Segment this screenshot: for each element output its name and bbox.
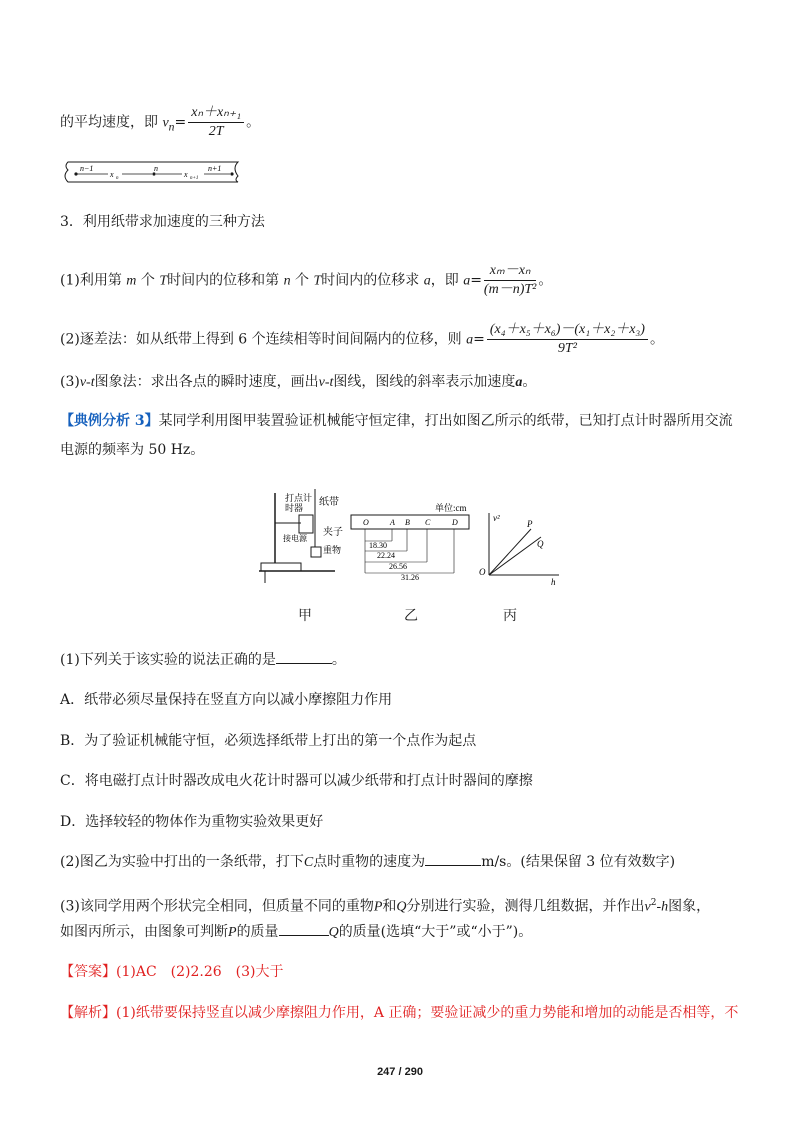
v2-h-graph bbox=[479, 513, 559, 585]
label-xn1-sub: n+1 bbox=[190, 176, 199, 181]
timer bbox=[299, 515, 313, 533]
text: 图象法：求出各点的瞬时速度，画出 bbox=[94, 374, 319, 390]
label-weight: 重物 bbox=[323, 545, 342, 555]
var-h: -h bbox=[656, 899, 669, 915]
dist-OB: 22.24 bbox=[377, 551, 395, 560]
page-number: 247 / 290 bbox=[377, 1066, 423, 1078]
question-3-line-1 bbox=[60, 893, 710, 918]
superscript: 2 bbox=[650, 898, 657, 908]
answer-blank bbox=[279, 935, 329, 936]
question-1 bbox=[60, 650, 346, 670]
text: 时间内的位移求 bbox=[321, 272, 420, 289]
caption-bing: 丙 bbox=[503, 608, 517, 624]
option-b: B．为了验证机械能守恒，必须选择纸带上打出的第一个点作为起点 bbox=[60, 733, 477, 749]
y-axis-label: v² bbox=[493, 513, 500, 523]
label-xn: x bbox=[110, 170, 114, 179]
var-C: C bbox=[303, 855, 314, 870]
answer-tag: 【答案】 bbox=[60, 964, 116, 980]
option-d: D．选择较轻的物体作为重物实验效果更好 bbox=[60, 814, 324, 830]
text: 个 bbox=[295, 272, 310, 289]
label-n+1: n+1 bbox=[208, 164, 222, 173]
answer-line bbox=[60, 962, 284, 982]
var-T: T bbox=[159, 273, 168, 289]
fraction bbox=[484, 262, 536, 299]
label-tape: 纸带 bbox=[319, 497, 339, 508]
method-2 bbox=[60, 321, 664, 358]
text: (2)图乙为实验中打出的一条纸带，打下 bbox=[60, 854, 304, 870]
text: 图象， bbox=[668, 898, 711, 915]
numerator: xₙ＋xₙ₊₁ bbox=[188, 104, 244, 123]
point-O: O bbox=[363, 518, 369, 527]
caption-yi: 乙 bbox=[404, 608, 418, 624]
text: 如图丙所示，由图象可判断 bbox=[60, 924, 228, 940]
tape-chart bbox=[351, 502, 469, 582]
option-a: A．纸带必须尽量保持在竖直方向以减小摩擦阻力作用 bbox=[60, 692, 393, 708]
weight bbox=[311, 547, 321, 557]
example-line-2: 电源的频率为 50 Hz。 bbox=[60, 442, 205, 458]
period: 。 bbox=[246, 114, 261, 131]
period: 。 bbox=[538, 272, 553, 289]
text: 和 bbox=[382, 898, 397, 915]
example-line-1 bbox=[60, 411, 733, 431]
period: 。 bbox=[649, 331, 664, 348]
answer-blank bbox=[276, 663, 332, 664]
section-heading: 3．利用纸带求加速度的三种方法 bbox=[60, 214, 265, 230]
point-A: A bbox=[390, 518, 395, 527]
sub-n: n bbox=[168, 120, 175, 134]
avg-velocity-line bbox=[60, 104, 260, 141]
dist-OC: 26.56 bbox=[389, 562, 407, 571]
var-vt: v-t bbox=[79, 375, 95, 390]
label-power: 接电源 bbox=[283, 534, 307, 543]
fraction bbox=[188, 104, 244, 141]
question-3-line-2 bbox=[60, 922, 532, 943]
answer-text: (1)AC (2)2.26 (3)大于 bbox=[116, 964, 284, 980]
label-n-1: n−1 bbox=[80, 164, 94, 173]
label-Q: Q bbox=[537, 539, 544, 549]
var-a: a bbox=[515, 375, 523, 390]
dist-OD: 31.26 bbox=[401, 573, 419, 582]
label-timer-1: 打点计 bbox=[285, 493, 313, 503]
text: 的质量 bbox=[236, 924, 279, 940]
text: (1)利用第 bbox=[60, 272, 122, 289]
tape-diagram bbox=[62, 158, 242, 186]
var-Q: Q bbox=[328, 925, 339, 940]
x-axis-label: h bbox=[551, 577, 556, 585]
var-v: v bbox=[644, 899, 651, 915]
text: 时间内的位移和第 bbox=[167, 272, 280, 289]
experiment-figure bbox=[255, 485, 565, 585]
var-Q: Q bbox=[396, 899, 407, 915]
line-P bbox=[489, 529, 531, 575]
question-2 bbox=[60, 852, 675, 873]
point-C: C bbox=[425, 518, 431, 527]
var-a: a bbox=[463, 273, 471, 289]
denominator: 9T² bbox=[557, 341, 577, 356]
label-timer-2: 时器 bbox=[285, 503, 304, 513]
option-c: C．将电磁打点计时器改成电火花计时器可以减少纸带和打点计时器间的摩擦 bbox=[60, 773, 533, 789]
unit-label: 单位:cm bbox=[435, 503, 467, 513]
text: 分别进行实验，测得几组数据，并作出 bbox=[406, 898, 645, 915]
var-vt: v-t bbox=[318, 375, 334, 390]
var-a: a bbox=[466, 332, 474, 348]
method-3 bbox=[60, 372, 536, 393]
label-P: P bbox=[527, 519, 533, 529]
equals: = bbox=[473, 331, 485, 348]
denominator: (m－n)T² bbox=[483, 282, 537, 297]
point-D: D bbox=[452, 518, 458, 527]
method-1 bbox=[60, 262, 552, 299]
text: ，即 bbox=[430, 272, 459, 289]
var-m: m bbox=[126, 273, 137, 289]
var-P: P bbox=[228, 925, 237, 940]
analysis-line bbox=[60, 1003, 738, 1023]
numerator: (x₄＋x₅＋x₆)－(x₁＋x₂＋x₃) bbox=[487, 321, 648, 340]
text: 图线，图线的斜率表示加速度 bbox=[333, 374, 516, 390]
base bbox=[261, 563, 301, 571]
text: (3)该同学用两个形状完全相同，但质量不同的重物 bbox=[60, 898, 374, 915]
answer-blank bbox=[425, 865, 481, 866]
text: 个 bbox=[140, 272, 155, 289]
text: (1)下列关于该实验的说法正确的是 bbox=[60, 652, 276, 668]
var-v: v bbox=[162, 115, 169, 131]
apparatus-diagram bbox=[259, 489, 343, 583]
denominator: 2T bbox=[208, 124, 224, 139]
label-clip: 夹子 bbox=[323, 527, 343, 538]
fraction bbox=[487, 321, 648, 358]
analysis-tag: 【解析】 bbox=[60, 1005, 116, 1021]
caption-jia: 甲 bbox=[298, 608, 312, 624]
label-xn1: x bbox=[184, 170, 188, 179]
var-P: P bbox=[373, 899, 383, 915]
label-n: n bbox=[154, 164, 158, 173]
origin-label: O bbox=[479, 567, 486, 577]
text: m/s。(结果保留 3 位有效数字) bbox=[481, 854, 676, 870]
numerator: xₘ－xₙ bbox=[484, 262, 536, 281]
period: 。 bbox=[331, 652, 346, 668]
text: (3) bbox=[60, 374, 80, 390]
point-B: B bbox=[405, 518, 410, 527]
dist-OA: 18.30 bbox=[369, 541, 387, 550]
equals: = bbox=[470, 272, 482, 289]
text: 点时重物的速度为 bbox=[313, 854, 426, 870]
var-T: T bbox=[313, 273, 322, 289]
dot bbox=[230, 172, 233, 175]
text: 某同学利用图甲装置验证机械能守恒定律，打出如图乙所示的纸带，已知打点计时器所用交流 bbox=[158, 413, 733, 429]
example-tag: 【典例分析 3】 bbox=[60, 413, 159, 429]
equals: = bbox=[174, 114, 187, 131]
var-a: a bbox=[423, 273, 431, 289]
text: 的质量(选填“大于”或“小于”)。 bbox=[338, 924, 533, 940]
text: 的平均速度，即 bbox=[60, 114, 158, 131]
label-xn-sub: n bbox=[116, 176, 119, 181]
analysis-text: (1)纸带要保持竖直以减少摩擦阻力作用，A 正确；要验证减少的重力势能和增加的动能是否相等，不 bbox=[116, 1005, 739, 1021]
var-n: n bbox=[283, 273, 291, 289]
period: 。 bbox=[522, 374, 537, 390]
line-Q bbox=[489, 537, 541, 575]
text: (2)逐差法：如从纸带上得到 6 个连续相等时间间隔内的位移，则 bbox=[60, 331, 462, 348]
